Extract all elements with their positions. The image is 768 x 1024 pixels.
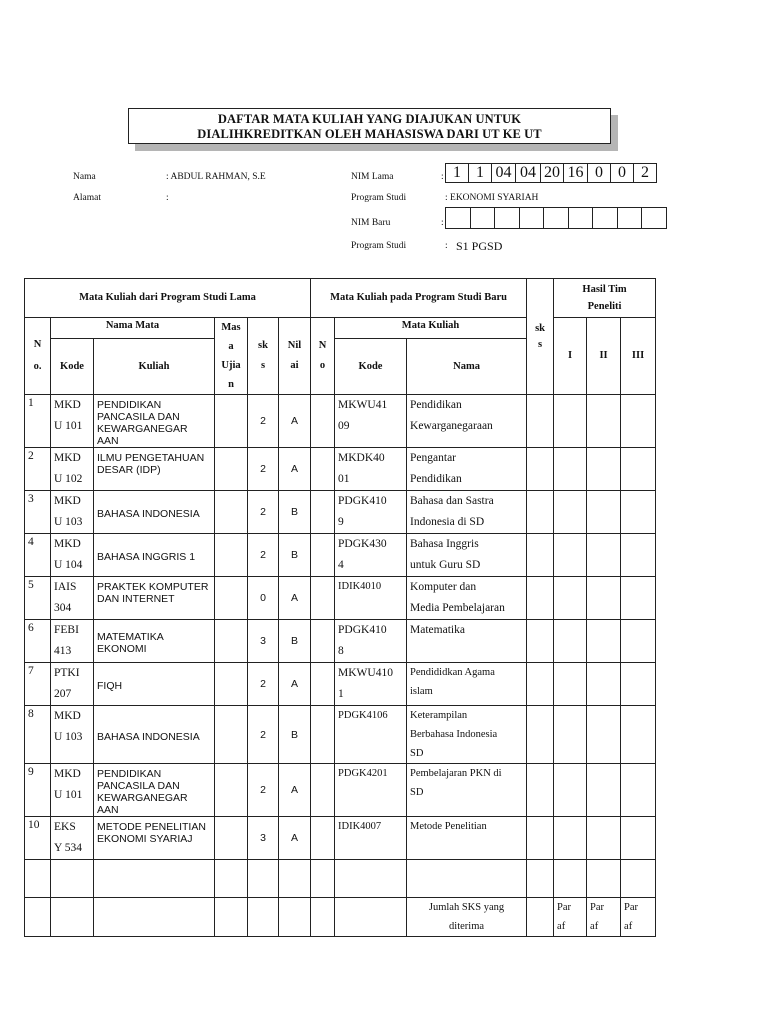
- row-kuliah: MATEMATIKA EKONOMI: [94, 620, 215, 663]
- nim-baru-colon: :: [441, 218, 444, 228]
- row-masa-ujian: [215, 448, 248, 491]
- hdr-no-1: N: [33, 339, 42, 350]
- row-masa-ujian: [215, 395, 248, 448]
- header-nama: Nama: [407, 339, 527, 395]
- hdr-no2-2: o: [319, 360, 326, 371]
- row-sks-new: [527, 620, 554, 663]
- row-kode: [51, 764, 94, 817]
- row-hasil-3: [621, 620, 656, 663]
- row-kode: [51, 706, 94, 764]
- header-lama: Mata Kuliah dari Program Studi Lama: [25, 279, 311, 318]
- hasil-line-2: Peneliti: [587, 301, 622, 312]
- kode2-line: 9: [338, 516, 344, 528]
- row-sks: 0: [248, 577, 279, 620]
- nim-digit: 1: [446, 164, 469, 182]
- kode2-line: 09: [338, 420, 350, 432]
- nim-baru-cell[interactable]: [569, 208, 594, 228]
- row-sks: 2: [248, 534, 279, 577]
- row-hasil-2: [587, 448, 621, 491]
- row-sks-new: [527, 706, 554, 764]
- row-nilai: A: [279, 448, 311, 491]
- row-hasil-2: [587, 620, 621, 663]
- row-nama: [407, 817, 527, 860]
- nama-line: Matematika: [410, 624, 465, 636]
- paraf-3a: Par: [624, 902, 639, 913]
- row-kuliah: BAHASA INDONESIA: [94, 491, 215, 534]
- nama-line: Pendididkan Agama: [410, 667, 495, 678]
- row-kuliah: BAHASA INDONESIA: [94, 706, 215, 764]
- kode-line: IAIS: [54, 581, 77, 593]
- row-hasil-1: [554, 448, 587, 491]
- hdr-nilai-1: Nil: [287, 340, 302, 351]
- row-hasil-2: [587, 577, 621, 620]
- row-hasil-2: [587, 764, 621, 817]
- row-no-2: [311, 577, 335, 620]
- nim-lama-colon: :: [441, 172, 444, 182]
- row-kode: [51, 534, 94, 577]
- nama-line: Kewarganegaraan: [410, 420, 493, 432]
- table-row: [25, 534, 656, 577]
- table-row: [25, 395, 656, 448]
- row-masa-ujian: [215, 764, 248, 817]
- row-nama: [407, 534, 527, 577]
- nama-line: Pembelajaran PKN di: [410, 768, 502, 779]
- nama-line: Bahasa Inggris: [410, 538, 479, 550]
- row-hasil-2: [587, 663, 621, 706]
- row-kode-2: [335, 663, 407, 706]
- hasil-line-1: Hasil Tim: [582, 284, 627, 295]
- hdr-sks-new-1: sk: [535, 322, 546, 334]
- row-sks-new: [527, 577, 554, 620]
- nama-label: Nama: [73, 172, 96, 182]
- hdr-masa-4: n: [228, 379, 234, 390]
- paraf-1: [554, 898, 587, 937]
- kode-line: MKD: [54, 710, 81, 722]
- table-row: [25, 577, 656, 620]
- paraf-3b: af: [624, 921, 633, 932]
- row-sks: 2: [248, 764, 279, 817]
- jumlah-line-1: Jumlah SKS yang: [428, 902, 505, 913]
- row-kuliah: BAHASA INGGRIS 1: [94, 534, 215, 577]
- row-kode-2: [335, 395, 407, 448]
- row-kode: [51, 817, 94, 860]
- row-sks-new: [527, 491, 554, 534]
- kode2-line: IDIK4010: [338, 581, 382, 592]
- row-kuliah: ILMU PENGETAHUAN DESAR (IDP): [94, 448, 215, 491]
- header-r1: I: [554, 318, 587, 395]
- kode2-line: MKDK40: [338, 452, 385, 464]
- hdr-sks-new-2: s: [538, 338, 543, 350]
- row-nama: [407, 663, 527, 706]
- row-nilai: A: [279, 577, 311, 620]
- row-nama: [407, 491, 527, 534]
- nama-line: Pengantar: [410, 452, 456, 464]
- row-masa-ujian: [215, 706, 248, 764]
- nim-digit: 0: [611, 164, 634, 182]
- row-nilai: A: [279, 764, 311, 817]
- kode-line: FEBI: [54, 624, 79, 636]
- hdr-sks-2: s: [260, 360, 266, 371]
- row-kuliah: PENDIDIKAN PANCASILA DAN KEWARGANEGAR AAN: [94, 395, 215, 448]
- row-kode-2: [335, 448, 407, 491]
- nim-baru-cell[interactable]: [618, 208, 643, 228]
- prodi-label: Program Studi: [351, 193, 407, 203]
- header-no: [25, 318, 51, 395]
- row-no: 5: [25, 577, 51, 620]
- kode2-line: MKWU41: [338, 399, 388, 411]
- nim-digit: 04: [492, 164, 516, 182]
- row-kode: [51, 491, 94, 534]
- row-hasil-1: [554, 534, 587, 577]
- header-nilai: [279, 318, 311, 395]
- kode2-line: 01: [338, 473, 350, 485]
- header-kuliah: Kuliah: [94, 339, 215, 395]
- row-masa-ujian: [215, 577, 248, 620]
- kode-line: U 103: [54, 516, 83, 528]
- paraf-2: [587, 898, 621, 937]
- row-hasil-3: [621, 448, 656, 491]
- row-no-2: [311, 534, 335, 577]
- kode2-line: IDIK4007: [338, 821, 382, 832]
- kode-line: Y 534: [54, 842, 83, 854]
- row-hasil-3: [621, 395, 656, 448]
- kode2-line: PDGK4106: [338, 710, 388, 721]
- row-hasil-1: [554, 817, 587, 860]
- row-nilai: B: [279, 706, 311, 764]
- row-hasil-2: [587, 395, 621, 448]
- header-sks-new: [527, 279, 554, 395]
- row-kode: [51, 395, 94, 448]
- prodi-baru-label: Program Studi: [351, 241, 407, 251]
- row-no: 2: [25, 448, 51, 491]
- row-sks-new: [527, 764, 554, 817]
- alamat-label: Alamat: [73, 193, 101, 203]
- nama-line: Pendidikan: [410, 473, 462, 485]
- row-hasil-2: [587, 534, 621, 577]
- row-hasil-3: [621, 817, 656, 860]
- row-kode-2: [335, 491, 407, 534]
- row-no-2: [311, 620, 335, 663]
- row-kode: [51, 577, 94, 620]
- table-row: [25, 764, 656, 817]
- prodi-baru-value: S1 PGSD: [456, 239, 503, 253]
- row-nilai: A: [279, 663, 311, 706]
- kode2-line: 4: [338, 559, 344, 571]
- paraf-2a: Par: [590, 902, 605, 913]
- row-sks-new: [527, 534, 554, 577]
- row-masa-ujian: [215, 534, 248, 577]
- table-row: [25, 663, 656, 706]
- row-hasil-1: [554, 577, 587, 620]
- kode-line: U 101: [54, 789, 83, 801]
- hdr-masa-3: Ujia: [221, 360, 241, 371]
- header-mata-kuliah: Mata Kuliah: [335, 318, 527, 339]
- hdr-masa-2: a: [228, 341, 234, 352]
- kode2-line: PDGK410: [338, 624, 387, 636]
- hdr-no2-1: N: [318, 340, 327, 351]
- kode-line: 207: [54, 688, 72, 700]
- row-hasil-3: [621, 663, 656, 706]
- table-row: [25, 448, 656, 491]
- kode2-line: PDGK430: [338, 538, 387, 550]
- kode-line: 304: [54, 602, 72, 614]
- row-nilai: A: [279, 817, 311, 860]
- row-hasil-3: [621, 577, 656, 620]
- row-nilai: B: [279, 534, 311, 577]
- header-r3: III: [621, 318, 656, 395]
- row-nama: [407, 395, 527, 448]
- row-no: 6: [25, 620, 51, 663]
- document-title: [128, 108, 611, 144]
- row-hasil-1: [554, 764, 587, 817]
- row-kuliah: FIQH: [94, 663, 215, 706]
- nim-lama-label: NIM Lama: [351, 172, 394, 182]
- nim-baru-cell[interactable]: [593, 208, 618, 228]
- row-no-2: [311, 706, 335, 764]
- row-hasil-2: [587, 491, 621, 534]
- nama-value: : ABDUL RAHMAN, S.E: [166, 172, 266, 182]
- footer-row: [25, 898, 656, 937]
- paraf-1a: Par: [557, 902, 572, 913]
- table-row: [25, 706, 656, 764]
- row-sks-new: [527, 448, 554, 491]
- header-sks: [248, 318, 279, 395]
- course-rows: [25, 395, 656, 860]
- nama-line: SD: [410, 787, 424, 798]
- kode-line: U 101: [54, 420, 83, 432]
- row-hasil-3: [621, 534, 656, 577]
- row-masa-ujian: [215, 663, 248, 706]
- row-kode: [51, 663, 94, 706]
- row-sks: 2: [248, 448, 279, 491]
- table-row: [25, 817, 656, 860]
- row-hasil-3: [621, 491, 656, 534]
- nim-baru-boxes: [445, 207, 667, 229]
- kode2-line: PDGK4201: [338, 768, 388, 779]
- row-sks: 3: [248, 817, 279, 860]
- row-kuliah: METODE PENELITIAN EKONOMI SYARIAJ: [94, 817, 215, 860]
- kode-line: PTKI: [54, 667, 80, 679]
- header-masa-ujian: [215, 318, 248, 395]
- kode-line: MKD: [54, 495, 81, 507]
- row-hasil-1: [554, 706, 587, 764]
- row-nama: [407, 706, 527, 764]
- hdr-masa-1: Mas: [221, 322, 241, 333]
- blank-row: [25, 860, 656, 898]
- row-hasil-1: [554, 663, 587, 706]
- row-hasil-2: [587, 706, 621, 764]
- nama-line: Bahasa dan Sastra: [410, 495, 494, 507]
- course-transfer-table: [24, 278, 656, 937]
- row-no-2: [311, 491, 335, 534]
- paraf-3: [621, 898, 656, 937]
- row-masa-ujian: [215, 491, 248, 534]
- nim-baru-cell[interactable]: [520, 208, 545, 228]
- row-sks: 2: [248, 491, 279, 534]
- row-nilai: A: [279, 395, 311, 448]
- row-sks-new: [527, 817, 554, 860]
- nama-line: Media Pembelajaran: [410, 602, 505, 614]
- hdr-nilai-2: ai: [290, 360, 299, 371]
- title-line-2: DIALIHKREDITKAN OLEH MAHASISWA DARI UT KE UT: [197, 127, 542, 141]
- prodi-baru-colon: :: [445, 241, 448, 251]
- hdr-no-2: o.: [33, 361, 42, 372]
- row-nama: [407, 764, 527, 817]
- row-kode-2: [335, 706, 407, 764]
- row-kuliah: PENDIDIKAN PANCASILA DAN KEWARGANEGAR AAN: [94, 764, 215, 817]
- kode-line: U 102: [54, 473, 83, 485]
- row-hasil-1: [554, 491, 587, 534]
- nim-baru-cell[interactable]: [544, 208, 569, 228]
- nama-line: Berbahasa Indonesia: [410, 729, 498, 740]
- kode-line: U 103: [54, 731, 83, 743]
- row-no: 10: [25, 817, 51, 860]
- nama-line: SD: [410, 748, 424, 759]
- nim-digit: 0: [588, 164, 611, 182]
- nim-baru-cell[interactable]: [471, 208, 496, 228]
- row-masa-ujian: [215, 817, 248, 860]
- nim-digit: 20: [541, 164, 564, 182]
- row-no: 4: [25, 534, 51, 577]
- header-no-2: [311, 318, 335, 395]
- kode2-line: PDGK410: [338, 495, 387, 507]
- row-no: 7: [25, 663, 51, 706]
- nim-baru-cell[interactable]: [495, 208, 520, 228]
- nama-line: untuk Guru SD: [410, 559, 481, 571]
- row-nama: [407, 448, 527, 491]
- kode-line: MKD: [54, 452, 81, 464]
- nama-line: Komputer dan: [410, 581, 477, 593]
- row-no: 9: [25, 764, 51, 817]
- row-kode-2: [335, 817, 407, 860]
- row-sks-new: [527, 663, 554, 706]
- kode-line: MKD: [54, 399, 81, 411]
- row-no-2: [311, 448, 335, 491]
- kode2-line: 8: [338, 645, 344, 657]
- row-no: 3: [25, 491, 51, 534]
- table-row: [25, 491, 656, 534]
- nim-digit: 16: [564, 164, 588, 182]
- nama-line: Pendidikan: [410, 399, 462, 411]
- nama-line: Keterampilan: [410, 710, 468, 721]
- nim-digit: 2: [641, 164, 649, 181]
- row-sks: 2: [248, 663, 279, 706]
- header-kode-2: Kode: [335, 339, 407, 395]
- row-masa-ujian: [215, 620, 248, 663]
- nim-baru-label: NIM Baru: [351, 218, 391, 228]
- kode2-line: MKWU410: [338, 667, 393, 679]
- table-row: [25, 620, 656, 663]
- nim-digit: 1: [469, 164, 492, 182]
- nama-line: Indonesia di SD: [410, 516, 485, 528]
- row-nilai: B: [279, 491, 311, 534]
- row-nama: [407, 620, 527, 663]
- row-no-2: [311, 395, 335, 448]
- paraf-2b: af: [590, 921, 599, 932]
- kode-line: MKD: [54, 768, 81, 780]
- nama-line: Metode Penelitian: [410, 821, 487, 832]
- jumlah-sks: [407, 898, 527, 937]
- paraf-1b: af: [557, 921, 566, 932]
- nim-baru-cell[interactable]: [446, 208, 471, 228]
- header-hasil: [554, 279, 656, 318]
- row-hasil-1: [554, 395, 587, 448]
- row-hasil-1: [554, 620, 587, 663]
- header-nama-mata: Nama Mata: [51, 318, 215, 339]
- hdr-sks-1: sk: [258, 340, 268, 351]
- row-hasil-3: [621, 764, 656, 817]
- row-kode-2: [335, 764, 407, 817]
- row-no-2: [311, 817, 335, 860]
- kode-line: 413: [54, 645, 72, 657]
- header-kode: Kode: [51, 339, 94, 395]
- row-kuliah: PRAKTEK KOMPUTER DAN INTERNET: [94, 577, 215, 620]
- nama-line: islam: [410, 686, 433, 697]
- row-no-2: [311, 764, 335, 817]
- kode-line: U 104: [54, 559, 83, 571]
- row-hasil-2: [587, 817, 621, 860]
- prodi-value: : EKONOMI SYARIAH: [445, 193, 539, 203]
- nim-lama-boxes: [445, 163, 657, 183]
- row-sks-new: [527, 395, 554, 448]
- row-kode-2: [335, 577, 407, 620]
- alamat-value: :: [166, 193, 169, 203]
- kode-line: MKD: [54, 538, 81, 550]
- kode2-line: 1: [338, 688, 344, 700]
- row-kode-2: [335, 534, 407, 577]
- row-sks: 2: [248, 395, 279, 448]
- header-r2: II: [587, 318, 621, 395]
- header-baru: Mata Kuliah pada Program Studi Baru: [311, 279, 527, 318]
- nim-baru-cell[interactable]: [642, 208, 666, 228]
- row-kode-2: [335, 620, 407, 663]
- title-line-1: DAFTAR MATA KULIAH YANG DIAJUKAN UNTUK: [217, 112, 522, 126]
- row-no: 1: [25, 395, 51, 448]
- row-kode: [51, 448, 94, 491]
- row-nama: [407, 577, 527, 620]
- row-no: 8: [25, 706, 51, 764]
- row-kode: [51, 620, 94, 663]
- row-sks: 2: [248, 706, 279, 764]
- row-no-2: [311, 663, 335, 706]
- jumlah-line-2: diterima: [449, 921, 485, 932]
- row-hasil-3: [621, 706, 656, 764]
- row-nilai: B: [279, 620, 311, 663]
- kode-line: EKS: [54, 821, 76, 833]
- row-sks: 3: [248, 620, 279, 663]
- nim-digit: 04: [516, 164, 541, 182]
